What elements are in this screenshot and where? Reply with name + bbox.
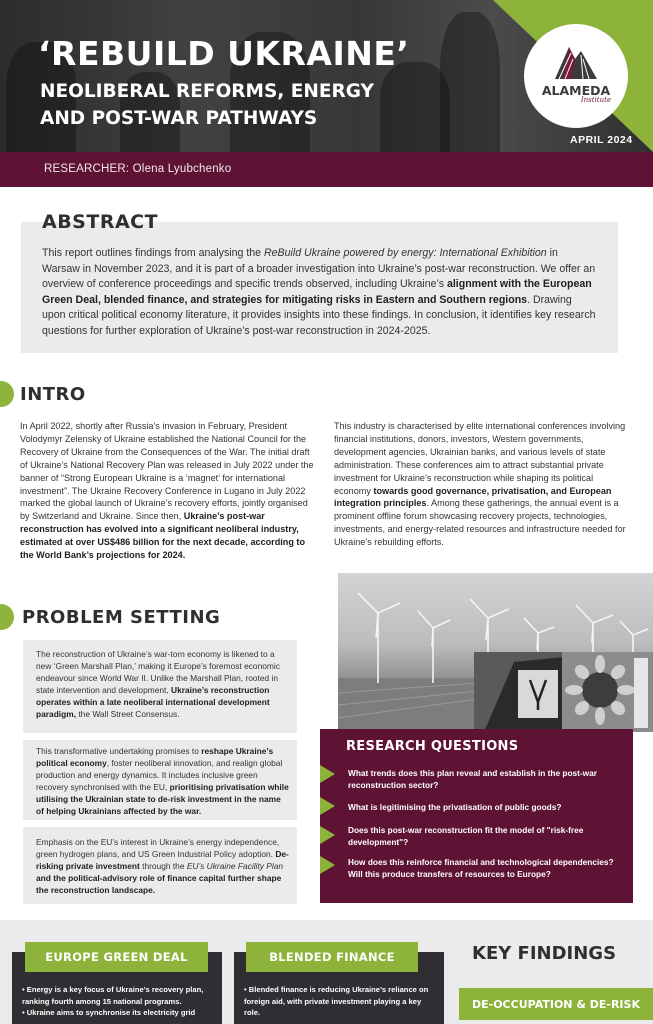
arrow-icon [320,856,335,874]
section-marker [0,604,14,630]
problem-text: This transformative undertaking promises to reshape Ukraine’s political economy, foster neoliberal innovation, and realign global production and energy dynamics. It includes inclusive green recovery synchronised with the EU, prioritising privatisation while utilising the Ukrainian state to de-risk investment in the name of helping Ukrainians affected by the war. [36,746,289,816]
finding-label: BLENDED FINANCE [246,942,418,972]
problem-text: The reconstruction of Ukraine’s war-torn economy is likened to a new ‘Green Marshall Plan,’ making it Europe’s foremost economic endeavour since World War II. Unlike the Marshall Plan, rooted in state intervention and development, Ukraine’s reconstruction operates within a late neoliberal international development paradigm, the Wall Street Consensus. [36,649,280,719]
page-title: ‘REBUILD UKRAINE’ [38,34,410,73]
page-subtitle: NEOLIBERAL REFORMS, ENERGY AND POST-WAR PATHWAYS [40,81,374,129]
building-icon [551,41,601,81]
research-questions-heading: RESEARCH QUESTIONS [346,739,519,754]
arrow-icon [320,826,335,844]
sunflower-photo [562,652,653,732]
finding-text: • Blended finance is reducing Ukraine’s reliance on foreign aid, with private investment playing a key role. [244,985,429,1017]
abstract-heading: ABSTRACT [42,211,159,233]
finding-label: DE-OCCUPATION & DE-RISK [459,988,653,1020]
alameda-logo [524,24,628,128]
logo-sub: Institute [580,95,612,104]
date-label: APRIL 2024 [570,134,633,146]
intro-right-text: This industry is characterised by elite international conferences involving financial institutions, donors, investors, Western governments, development agencies, Ukrainian banks, and various levels of state administration. These conferences aim to attract substantial private investment for Ukraine’s reconstruction while shaping its political economy towards good governance, privatisation, and European integration principles. Among these gatherings, the annual event is a prominent offline forum showcasing recovery projects, technologies, investments, and energy-related resources and infrastructure needed for Ukraine’s rebuilding efforts. [334,421,626,548]
arrow-icon [320,797,335,815]
logo-name: ALAMEDA [541,82,611,98]
research-question: What trends does this plan reveal and establish in the post-war reconstruction sector? [348,768,597,790]
key-findings-heading: KEY FINDINGS [472,943,617,964]
intro-left-text: In April 2022, shortly after Russia’s invasion in February, President Volodymyr Zelensky of Ukraine established the National Council for the Recovery of Ukraine from the Consequences of the War. The initial draft of Ukraine’s National Recovery Plan was released in July 2022 under the banner of “Strong European Ukraine is a ‘magnet’ for international investment”. The Ukraine Recovery Conference in Lugano in July 2022 marked the global launch of Ukraine’s recovery efforts, jointly organised by Switzerland and Ukraine. Since then, Ukraine’s post-war reconstruction has evolved into a significant neoliberal industry, estimated at over US$486 billion for the next decade, according to the World Bank’s projections for 2024. [20,421,314,561]
intro-heading: INTRO [20,384,86,405]
finding-text: • Energy is a key focus of Ukraine’s recovery plan, ranking fourth among 15 national programs. • Ukraine aims to synchronise its electricity grid [22,985,204,1017]
research-question: What is legitimising the privatisation of public goods? [348,802,562,812]
research-question: Does this post-war reconstruction fit the model of "risk-free development"? [348,825,584,847]
section-marker [0,381,14,407]
problem-text: Emphasis on the EU’s interest in Ukraine’s energy independence, green hydrogen plans, and US Green Industrial Policy adoption. De-risking private investment through the EU’s Ukraine Facility Plan and the political-advisory role of finance capital further shape the reconstruction landscape. [36,837,289,895]
research-question: How does this reinforce financial and technological dependencies? Will this produce transfers of resources to Europe? [348,857,614,879]
problem-heading: PROBLEM SETTING [22,607,221,628]
finding-label: EUROPE GREEN DEAL [25,942,208,972]
researcher-label: RESEARCHER: Olena Lyubchenko [44,163,232,175]
arrow-icon [320,765,335,783]
abstract-text: This report outlines findings from analysing the ReBuild Ukraine powered by energy: International Exhibition in Warsaw in November 2023, and it is part of a broader investigation into Ukraine’s post-war reconstruction. We offer an overview of conference proceedings and specific trends observed, including Ukraine’s alignment with the European Green Deal, blended finance, and strategies for mitigating risks in Eastern and Southern regions. Drawing upon critical political economy literature, it provides insights into these findings. In conclusion, it identifies key research questions for further exploration of Ukraine’s post-war reconstruction in 2024-2025. [42,247,596,337]
